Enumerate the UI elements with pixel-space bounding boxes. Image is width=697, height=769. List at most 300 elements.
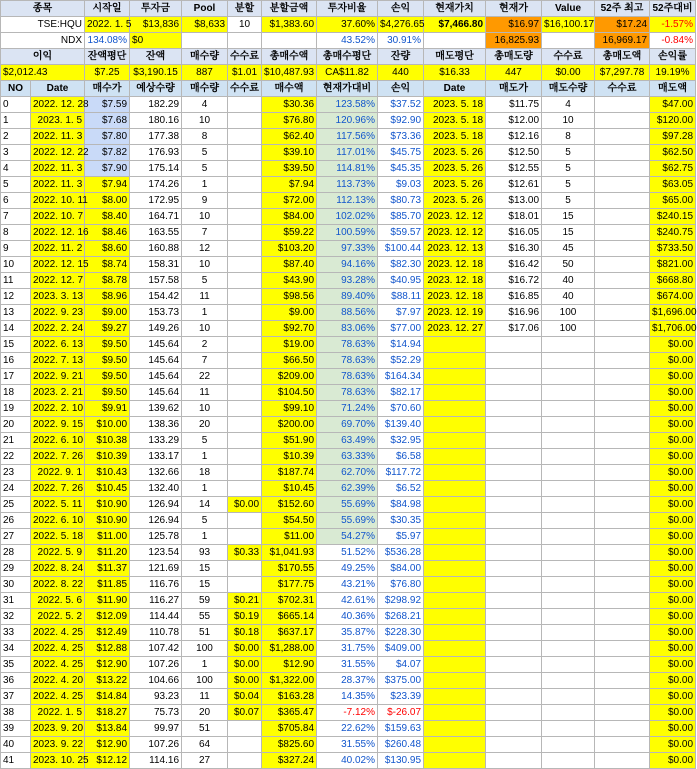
cell-buy-date[interactable]: 2022. 4. 20 (31, 673, 85, 689)
cell-vs-current[interactable]: 123.58% (317, 97, 378, 113)
cell-expected-qty[interactable]: 158.31 (130, 257, 182, 273)
cell-buy-date[interactable]: 2023. 9. 20 (31, 721, 85, 737)
cell-sell-amount[interactable]: $0.00 (650, 689, 696, 705)
cell-vs-current[interactable]: 42.61% (317, 593, 378, 609)
cell-buy-price[interactable]: $7.59 (85, 97, 130, 113)
cell-buy-date[interactable]: 2022. 5. 11 (31, 497, 85, 513)
cell-buy-fee[interactable] (228, 577, 262, 593)
cell-buy-price[interactable]: $7.80 (85, 129, 130, 145)
cell-buy-fee[interactable]: $0.00 (228, 497, 262, 513)
cell-buy-qty[interactable]: 55 (182, 609, 228, 625)
cell-sell-qty[interactable] (542, 609, 595, 625)
cell-buy-amount[interactable]: $30.36 (262, 97, 317, 113)
pnl-ratio-cell[interactable]: 19.19% (650, 65, 696, 81)
cell-pnl[interactable]: $139.40 (378, 417, 424, 433)
cell-sell-amount[interactable]: $0.00 (650, 705, 696, 721)
cell-sell-date[interactable]: 2023. 5. 26 (424, 145, 486, 161)
cell-expected-qty[interactable]: 116.27 (130, 593, 182, 609)
cell-sell-qty[interactable]: 5 (542, 161, 595, 177)
cell-sell-amount[interactable]: $0.00 (650, 721, 696, 737)
cell-sell-fee[interactable] (595, 433, 650, 449)
cell-vs-current[interactable]: 28.37% (317, 673, 378, 689)
cell-vs-current[interactable]: 31.55% (317, 737, 378, 753)
cell-no[interactable]: 9 (1, 241, 31, 257)
col-header-sell-amount[interactable]: 매도액 (650, 81, 696, 97)
cell-sell-qty[interactable]: 15 (542, 209, 595, 225)
cell-buy-fee[interactable]: $0.18 (228, 625, 262, 641)
cell-sell-amount[interactable]: $733.50 (650, 241, 696, 257)
cell-buy-price[interactable]: $12.49 (85, 625, 130, 641)
cell-sell-qty[interactable] (542, 577, 595, 593)
cell-buy-amount[interactable]: $84.00 (262, 209, 317, 225)
cell-sell-qty[interactable] (542, 721, 595, 737)
cell-sell-qty[interactable] (542, 561, 595, 577)
cell-sell-price[interactable] (486, 657, 542, 673)
cell-sell-price[interactable] (486, 481, 542, 497)
cell-sell-amount[interactable]: $0.00 (650, 609, 696, 625)
cell-buy-price[interactable]: $14.84 (85, 689, 130, 705)
cell-buy-qty[interactable]: 11 (182, 289, 228, 305)
cell-buy-date[interactable]: 2022. 6. 13 (31, 337, 85, 353)
cell-buy-amount[interactable]: $87.40 (262, 257, 317, 273)
col-header-sell-qty[interactable]: 매도수량 (542, 81, 595, 97)
cell-buy-amount[interactable]: $39.10 (262, 145, 317, 161)
ticker-cell[interactable]: TSE:HQU (1, 17, 85, 33)
cell-buy-price[interactable]: $8.46 (85, 225, 130, 241)
cell-buy-qty[interactable]: 18 (182, 465, 228, 481)
cell-vs-current[interactable]: 112.13% (317, 193, 378, 209)
cell-buy-amount[interactable]: $163.28 (262, 689, 317, 705)
cell-pnl[interactable]: $6.52 (378, 481, 424, 497)
cell-buy-fee[interactable] (228, 369, 262, 385)
cell-vs-current[interactable]: 49.25% (317, 561, 378, 577)
cell-buy-qty[interactable]: 51 (182, 721, 228, 737)
cell-no[interactable]: 13 (1, 305, 31, 321)
cell-buy-amount[interactable]: $9.00 (262, 305, 317, 321)
cell-buy-fee[interactable] (228, 321, 262, 337)
cell-expected-qty[interactable]: 132.40 (130, 481, 182, 497)
cell-vs-current[interactable]: 117.56% (317, 129, 378, 145)
cell-sell-qty[interactable]: 10 (542, 113, 595, 129)
cell-buy-fee[interactable]: $0.00 (228, 673, 262, 689)
cell-buy-price[interactable]: $13.22 (85, 673, 130, 689)
cell-vs-current[interactable]: 55.69% (317, 513, 378, 529)
cell-sell-price[interactable] (486, 609, 542, 625)
cell-no[interactable]: 11 (1, 273, 31, 289)
cell-no[interactable]: 41 (1, 753, 31, 769)
cell-sell-amount[interactable]: $0.00 (650, 417, 696, 433)
cell-sell-qty[interactable] (542, 529, 595, 545)
cell-sell-price[interactable]: $17.06 (486, 321, 542, 337)
cell-pnl[interactable]: $32.95 (378, 433, 424, 449)
cell-no[interactable]: 15 (1, 337, 31, 353)
cell-sell-price[interactable] (486, 593, 542, 609)
cell-sell-date[interactable] (424, 753, 486, 769)
cell-buy-qty[interactable]: 1 (182, 305, 228, 321)
cell-no[interactable]: 5 (1, 177, 31, 193)
cell-sell-date[interactable]: 2023. 5. 26 (424, 177, 486, 193)
cell-sell-fee[interactable] (595, 241, 650, 257)
cell-buy-date[interactable]: 2022. 12. 15 (31, 257, 85, 273)
cell-vs-current[interactable]: 69.70% (317, 417, 378, 433)
cell-buy-fee[interactable] (228, 561, 262, 577)
cell-buy-fee[interactable] (228, 305, 262, 321)
cell-buy-date[interactable]: 2022. 10. 11 (31, 193, 85, 209)
cell-buy-amount[interactable]: $177.75 (262, 577, 317, 593)
balance-cell[interactable]: $3,190.15 (130, 65, 182, 81)
col-header-buy-amount[interactable]: 매수액 (262, 81, 317, 97)
cell-buy-date[interactable]: 2022. 12. 16 (31, 225, 85, 241)
cell-sell-fee[interactable] (595, 577, 650, 593)
cell-sell-date[interactable] (424, 433, 486, 449)
cell-sell-date[interactable]: 2023. 5. 26 (424, 161, 486, 177)
cell-sell-date[interactable]: 2023. 5. 18 (424, 113, 486, 129)
sell-avg-cell[interactable]: $16.33 (424, 65, 486, 81)
cell-buy-date[interactable]: 2022. 7. 26 (31, 481, 85, 497)
cell-no[interactable]: 39 (1, 721, 31, 737)
cell-buy-qty[interactable]: 51 (182, 625, 228, 641)
cell-sell-qty[interactable] (542, 545, 595, 561)
cell-buy-price[interactable]: $12.12 (85, 753, 130, 769)
cell-buy-amount[interactable]: $54.50 (262, 513, 317, 529)
cell-sell-price[interactable]: $16.85 (486, 289, 542, 305)
total-sell-qty-cell[interactable]: 447 (486, 65, 542, 81)
cell-sell-fee[interactable] (595, 609, 650, 625)
cell-sell-price[interactable] (486, 369, 542, 385)
cell-vs-current[interactable]: -7.12% (317, 705, 378, 721)
cell-vs-current[interactable]: 89.40% (317, 289, 378, 305)
cell-sell-price[interactable] (486, 561, 542, 577)
cell-buy-date[interactable]: 2022. 5. 6 (31, 593, 85, 609)
cell-vs-current[interactable]: 40.36% (317, 609, 378, 625)
cell-buy-amount[interactable]: $1,322.00 (262, 673, 317, 689)
cell-sell-amount[interactable]: $1,696.00 (650, 305, 696, 321)
total-sell-cell[interactable]: $7,297.78 (595, 65, 650, 81)
cell-pnl[interactable]: $5.97 (378, 529, 424, 545)
cell-expected-qty[interactable]: 176.93 (130, 145, 182, 161)
cell-buy-qty[interactable]: 10 (182, 209, 228, 225)
cell-sell-date[interactable]: 2023. 12. 18 (424, 289, 486, 305)
cell-buy-price[interactable]: $12.09 (85, 609, 130, 625)
cell-buy-fee[interactable] (228, 193, 262, 209)
cell-no[interactable]: 28 (1, 545, 31, 561)
cell-vs-current[interactable]: 113.73% (317, 177, 378, 193)
cell-expected-qty[interactable]: 149.26 (130, 321, 182, 337)
cell-no[interactable]: 20 (1, 417, 31, 433)
cell-buy-qty[interactable]: 15 (182, 561, 228, 577)
cell-buy-fee[interactable] (228, 161, 262, 177)
cell-buy-qty[interactable]: 10 (182, 401, 228, 417)
cell-vs-current[interactable]: 31.75% (317, 641, 378, 657)
cell-buy-price[interactable]: $8.74 (85, 257, 130, 273)
cell-buy-qty[interactable]: 93 (182, 545, 228, 561)
cell-sell-date[interactable] (424, 529, 486, 545)
cell-vs-current[interactable]: 117.01% (317, 145, 378, 161)
cell-buy-date[interactable]: 2022. 8. 22 (31, 577, 85, 593)
cell-sell-qty[interactable]: 45 (542, 241, 595, 257)
cell-pnl[interactable]: $375.00 (378, 673, 424, 689)
cell-pnl[interactable]: $82.30 (378, 257, 424, 273)
cell-buy-date[interactable]: 2022. 12. 28 (31, 97, 85, 113)
cell-sell-fee[interactable] (595, 513, 650, 529)
cell-buy-qty[interactable]: 12 (182, 241, 228, 257)
cell-vs-current[interactable]: 62.70% (317, 465, 378, 481)
cell-no[interactable]: 22 (1, 449, 31, 465)
cell-sell-fee[interactable] (595, 497, 650, 513)
cell-sell-price[interactable] (486, 401, 542, 417)
cell-buy-price[interactable]: $7.82 (85, 145, 130, 161)
cell-buy-date[interactable]: 2022. 5. 18 (31, 529, 85, 545)
cell-buy-qty[interactable]: 5 (182, 145, 228, 161)
cell-sell-amount[interactable]: $0.00 (650, 369, 696, 385)
cell-vs-current[interactable]: 43.21% (317, 577, 378, 593)
cell-buy-fee[interactable] (228, 417, 262, 433)
cell-sell-date[interactable] (424, 497, 486, 513)
cell-buy-amount[interactable]: $66.50 (262, 353, 317, 369)
cell-buy-date[interactable]: 2022. 12. 7 (31, 273, 85, 289)
cell-buy-amount[interactable]: $62.40 (262, 129, 317, 145)
cell-sell-price[interactable] (486, 673, 542, 689)
cell-sell-price[interactable]: $12.50 (486, 145, 542, 161)
cell-buy-qty[interactable]: 64 (182, 737, 228, 753)
cell-sell-fee[interactable] (595, 97, 650, 113)
cell-sell-amount[interactable]: $120.00 (650, 113, 696, 129)
cell-buy-fee[interactable] (228, 529, 262, 545)
cell-vs-current[interactable]: 88.56% (317, 305, 378, 321)
cell-sell-fee[interactable] (595, 401, 650, 417)
cell-pnl[interactable]: $14.94 (378, 337, 424, 353)
cell-buy-qty[interactable]: 5 (182, 513, 228, 529)
cell-buy-date[interactable]: 2022. 7. 13 (31, 353, 85, 369)
cell-buy-date[interactable]: 2022. 8. 24 (31, 561, 85, 577)
cell-buy-price[interactable]: $9.50 (85, 353, 130, 369)
cell-sell-fee[interactable] (595, 177, 650, 193)
cell-buy-date[interactable]: 2022. 9. 21 (31, 369, 85, 385)
cell-buy-fee[interactable] (228, 449, 262, 465)
cell-buy-price[interactable]: $8.60 (85, 241, 130, 257)
cell-sell-fee[interactable] (595, 529, 650, 545)
cell-buy-qty[interactable]: 11 (182, 385, 228, 401)
cell-sell-amount[interactable]: $0.00 (650, 481, 696, 497)
cell-no[interactable]: 8 (1, 225, 31, 241)
cell-no[interactable]: 40 (1, 737, 31, 753)
col-header-sell-date[interactable]: Date (424, 81, 486, 97)
cell-vs-current[interactable]: 97.33% (317, 241, 378, 257)
cell-expected-qty[interactable]: 145.64 (130, 337, 182, 353)
cell-expected-qty[interactable]: 164.71 (130, 209, 182, 225)
cell-sell-amount[interactable]: $0.00 (650, 401, 696, 417)
cell-sell-qty[interactable] (542, 753, 595, 769)
start-date-cell[interactable]: 2022. 1. 5 (85, 17, 130, 33)
cell-sell-price[interactable]: $12.00 (486, 113, 542, 129)
cell-buy-price[interactable]: $11.20 (85, 545, 130, 561)
cell-buy-fee[interactable] (228, 481, 262, 497)
cell-buy-qty[interactable]: 1 (182, 177, 228, 193)
cell-buy-fee[interactable] (228, 273, 262, 289)
cell-sell-price[interactable] (486, 417, 542, 433)
cell-expected-qty[interactable]: 174.26 (130, 177, 182, 193)
cell-buy-qty[interactable]: 11 (182, 689, 228, 705)
cell-expected-qty[interactable]: 133.17 (130, 449, 182, 465)
cell-sell-amount[interactable]: $0.00 (650, 385, 696, 401)
cell-buy-fee[interactable] (228, 97, 262, 113)
cell-sell-date[interactable] (424, 609, 486, 625)
cell-sell-amount[interactable]: $0.00 (650, 753, 696, 769)
cell-no[interactable]: 21 (1, 433, 31, 449)
cell-sell-qty[interactable] (542, 353, 595, 369)
cell-vs-current[interactable]: 93.28% (317, 273, 378, 289)
cell-buy-qty[interactable]: 20 (182, 417, 228, 433)
cell-buy-qty[interactable]: 2 (182, 337, 228, 353)
cell-sell-price[interactable] (486, 705, 542, 721)
cell-pnl[interactable]: $9.03 (378, 177, 424, 193)
cell-buy-amount[interactable]: $327.24 (262, 753, 317, 769)
cell-sell-amount[interactable]: $0.00 (650, 449, 696, 465)
cell-buy-date[interactable]: 2022. 5. 2 (31, 609, 85, 625)
cell-sell-fee[interactable] (595, 337, 650, 353)
col-header-buy-qty[interactable]: 매수량 (182, 81, 228, 97)
cell-expected-qty[interactable]: 75.73 (130, 705, 182, 721)
cell-no[interactable]: 38 (1, 705, 31, 721)
cell-vs-current[interactable]: 78.63% (317, 369, 378, 385)
cell-sell-amount[interactable]: $668.80 (650, 273, 696, 289)
cell-expected-qty[interactable]: 172.95 (130, 193, 182, 209)
cell-buy-date[interactable]: 2022. 11. 2 (31, 241, 85, 257)
cell-buy-qty[interactable]: 1 (182, 449, 228, 465)
cell-sell-date[interactable] (424, 369, 486, 385)
cell-no[interactable]: 16 (1, 353, 31, 369)
cell-buy-fee[interactable]: $0.00 (228, 641, 262, 657)
cell-sell-fee[interactable] (595, 305, 650, 321)
cell-pnl[interactable]: $-26.07 (378, 705, 424, 721)
col-header-pnl[interactable]: 손익 (378, 81, 424, 97)
cell-vs-current[interactable]: 14.35% (317, 689, 378, 705)
cell-sell-qty[interactable] (542, 369, 595, 385)
cell-buy-fee[interactable] (228, 737, 262, 753)
cell-no[interactable]: 36 (1, 673, 31, 689)
cell-buy-fee[interactable] (228, 753, 262, 769)
cell-sell-date[interactable]: 2023. 12. 18 (424, 273, 486, 289)
cell-expected-qty[interactable]: 114.44 (130, 609, 182, 625)
cell-sell-fee[interactable] (595, 225, 650, 241)
cell-vs-current[interactable]: 100.59% (317, 225, 378, 241)
cell-buy-fee[interactable]: $0.33 (228, 545, 262, 561)
cell-sell-date[interactable]: 2023. 12. 13 (424, 241, 486, 257)
cell-buy-price[interactable]: $8.40 (85, 209, 130, 225)
col-header-buy-date[interactable]: Date (31, 81, 85, 97)
cell-no[interactable]: 23 (1, 465, 31, 481)
cell-buy-amount[interactable]: $12.90 (262, 657, 317, 673)
cell-sell-amount[interactable]: $0.00 (650, 353, 696, 369)
cell-buy-amount[interactable]: $637.17 (262, 625, 317, 641)
cell-buy-qty[interactable]: 59 (182, 593, 228, 609)
cell-buy-qty[interactable]: 9 (182, 193, 228, 209)
cell-sell-price[interactable] (486, 353, 542, 369)
cell-no[interactable]: 3 (1, 145, 31, 161)
cell-vs-current[interactable]: 78.63% (317, 353, 378, 369)
invest-cell[interactable]: $13,836 (130, 17, 182, 33)
cell-buy-amount[interactable]: $10.45 (262, 481, 317, 497)
cell-buy-qty[interactable]: 100 (182, 673, 228, 689)
cell-sell-fee[interactable] (595, 753, 650, 769)
cell-vs-current[interactable]: 78.63% (317, 385, 378, 401)
cell-buy-fee[interactable] (228, 353, 262, 369)
cell-expected-qty[interactable]: 132.66 (130, 465, 182, 481)
cell-expected-qty[interactable]: 182.29 (130, 97, 182, 113)
cell-sell-price[interactable] (486, 737, 542, 753)
cell-no[interactable]: 37 (1, 689, 31, 705)
cell-no[interactable]: 14 (1, 321, 31, 337)
cell-sell-qty[interactable]: 100 (542, 305, 595, 321)
cell-expected-qty[interactable]: 139.62 (130, 401, 182, 417)
cell-vs-current[interactable]: 35.87% (317, 625, 378, 641)
cell-expected-qty[interactable]: 121.69 (130, 561, 182, 577)
cell-sell-amount[interactable]: $65.00 (650, 193, 696, 209)
index-high-52w-cell[interactable]: 16,969.17 (595, 33, 650, 49)
cell-buy-qty[interactable]: 10 (182, 113, 228, 129)
cell-sell-amount[interactable]: $0.00 (650, 625, 696, 641)
cell-sell-fee[interactable] (595, 257, 650, 273)
cell-sell-qty[interactable] (542, 641, 595, 657)
cell-buy-price[interactable]: $8.96 (85, 289, 130, 305)
current-price-cell[interactable]: $16.97 (486, 17, 542, 33)
cell-pnl[interactable]: $45.75 (378, 145, 424, 161)
cell-sell-qty[interactable]: 5 (542, 193, 595, 209)
cell-buy-fee[interactable]: $0.00 (228, 657, 262, 673)
invest-ratio-cell[interactable]: 37.60% (317, 17, 378, 33)
cell-buy-price[interactable]: $10.90 (85, 497, 130, 513)
cell-no[interactable]: 25 (1, 497, 31, 513)
cell-no[interactable]: 6 (1, 193, 31, 209)
cell-buy-price[interactable]: $12.90 (85, 737, 130, 753)
cell-pnl[interactable]: $536.28 (378, 545, 424, 561)
cell-no[interactable]: 32 (1, 609, 31, 625)
cell-sell-price[interactable]: $12.16 (486, 129, 542, 145)
cell-buy-price[interactable]: $9.27 (85, 321, 130, 337)
cell-sell-fee[interactable] (595, 449, 650, 465)
cell-buy-fee[interactable] (228, 177, 262, 193)
cell-buy-date[interactable]: 2022. 1. 5 (31, 705, 85, 721)
cell-buy-date[interactable]: 2022. 9. 23 (31, 305, 85, 321)
split-amount-cell[interactable]: $1,383.60 (262, 17, 317, 33)
cell-buy-price[interactable]: $11.85 (85, 577, 130, 593)
cell-buy-date[interactable]: 2022. 11. 3 (31, 177, 85, 193)
cell-sell-price[interactable] (486, 545, 542, 561)
cell-sell-fee[interactable] (595, 561, 650, 577)
cell-buy-price[interactable]: $13.84 (85, 721, 130, 737)
cell-buy-price[interactable]: $7.94 (85, 177, 130, 193)
col-header-sell-fee[interactable]: 수수료 (595, 81, 650, 97)
cell-buy-price[interactable]: $9.50 (85, 385, 130, 401)
cell-sell-amount[interactable]: $62.50 (650, 145, 696, 161)
cell-expected-qty[interactable]: 107.42 (130, 641, 182, 657)
cell-no[interactable]: 35 (1, 657, 31, 673)
cell-sell-qty[interactable] (542, 417, 595, 433)
cell-buy-fee[interactable] (228, 513, 262, 529)
cell-buy-amount[interactable]: $170.55 (262, 561, 317, 577)
sell-fee-cell[interactable]: $0.00 (542, 65, 595, 81)
cell-pnl[interactable]: $23.39 (378, 689, 424, 705)
cell-sell-qty[interactable] (542, 513, 595, 529)
cell-sell-date[interactable] (424, 721, 486, 737)
cell-sell-fee[interactable] (595, 545, 650, 561)
cell-expected-qty[interactable]: 107.26 (130, 737, 182, 753)
cell-buy-date[interactable]: 2023. 9. 22 (31, 737, 85, 753)
cell-buy-price[interactable]: $9.50 (85, 369, 130, 385)
cell-buy-fee[interactable] (228, 401, 262, 417)
high-52w-cell[interactable]: $17.24 (595, 17, 650, 33)
cell-sell-amount[interactable]: $63.05 (650, 177, 696, 193)
